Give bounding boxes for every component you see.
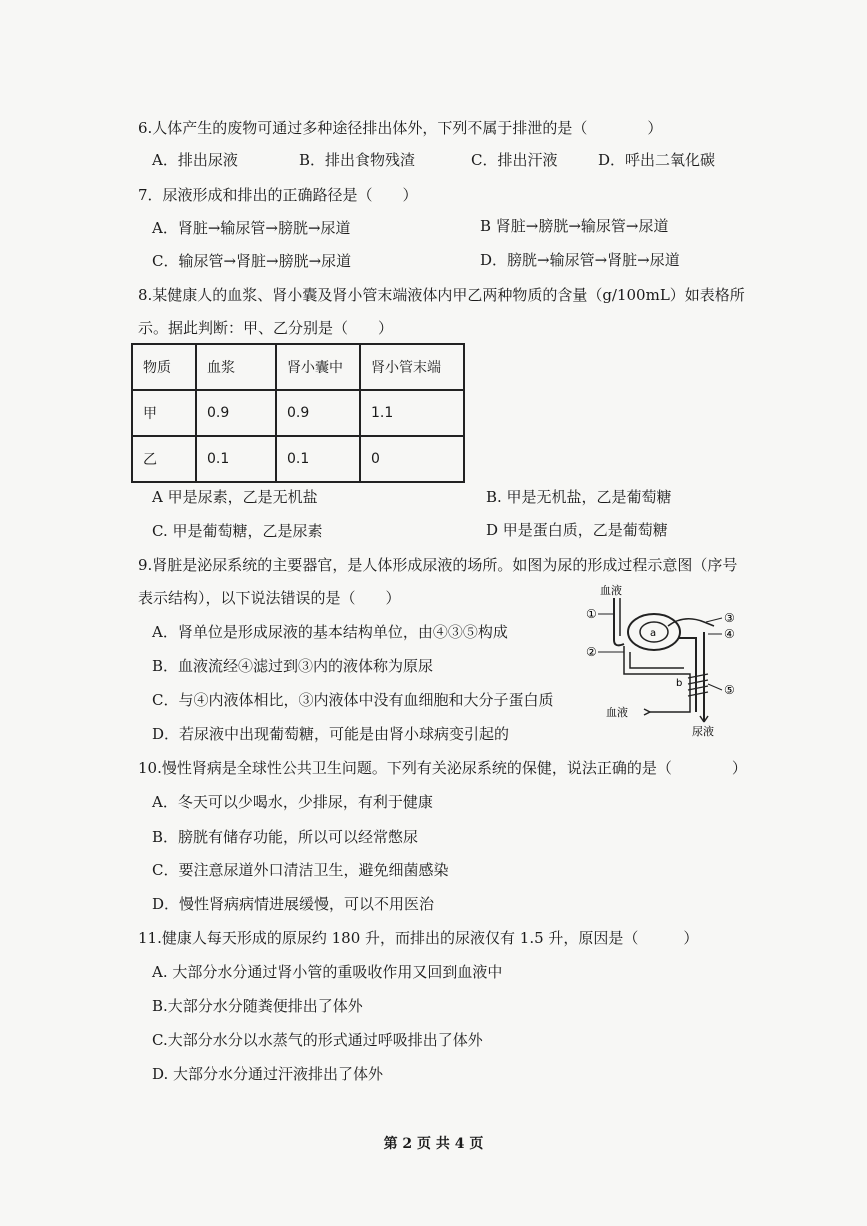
- table-cell: 0.1: [196, 436, 276, 482]
- table-row: [132, 436, 464, 482]
- diagram-marker-4: ④: [724, 627, 735, 641]
- q9-stem-line1: 9.肾脏是泌尿系统的主要器官，是人体形成尿液的场所。如图为尿的形成过程示意图（序号: [138, 556, 738, 574]
- q8-data-table: [131, 343, 465, 483]
- q10-option-d: D．慢性肾病病情进展缓慢，可以不用医治: [152, 895, 435, 913]
- q9-stem-line2: 表示结构），以下说法错误的是（ ）: [138, 589, 401, 607]
- q6-option-d: D．呼出二氧化碳: [598, 151, 716, 169]
- q8-stem-line2: 示。据此判断：甲、乙分别是（ ）: [138, 319, 394, 337]
- table-cell: 0.9: [196, 390, 276, 436]
- diagram-marker-3: ③: [724, 611, 735, 625]
- q9-option-d: D．若尿液中出现葡萄糖，可能是由肾小球病变引起的: [152, 725, 510, 743]
- table-row: [132, 390, 464, 436]
- table-cell: 乙: [132, 436, 196, 482]
- q7-option-a: A．肾脏→输尿管→膀胱→尿道: [152, 219, 351, 237]
- q9-option-c: C．与④内液体相比，③内液体中没有血细胞和大分子蛋白质: [152, 691, 554, 709]
- q11-option-b: B.大部分水分随粪便排出了体外: [152, 997, 363, 1015]
- diagram-letter-a: a: [650, 628, 657, 639]
- q10-option-a: A．冬天可以少喝水，少排尿，有利于健康: [152, 793, 433, 811]
- q7-option-c: C．输尿管→肾脏→膀胱→尿道: [152, 252, 352, 270]
- q11-option-a: A. 大部分水分通过肾小管的重吸收作用又回到血液中: [152, 963, 503, 981]
- table-header-cell: 血浆: [196, 344, 276, 390]
- nephron-diagram: [584, 582, 744, 738]
- diagram-label-urine: 尿液: [692, 725, 714, 738]
- q6-option-a: A．排出尿液: [152, 151, 238, 169]
- q8-option-b: B. 甲是无机盐，乙是葡萄糖: [486, 488, 672, 506]
- q11-stem: 11.健康人每天形成的原尿约 180 升，而排出的尿液仅有 1.5 升，原因是（ ）: [138, 929, 699, 947]
- q8-option-a: A 甲是尿素，乙是无机盐: [152, 488, 318, 506]
- table-header-cell: 物质: [132, 344, 196, 390]
- q9-option-b: B．血液流经④滤过到③内的液体称为原尿: [152, 657, 434, 675]
- page-footer: 第 2 页 共 4 页: [383, 1136, 484, 1152]
- q10-option-b: B．膀胱有储存功能，所以可以经常憋尿: [152, 828, 419, 846]
- diagram-letter-b: b: [676, 678, 683, 689]
- diagram-label-blood-out: 血液: [606, 706, 628, 719]
- table-header-row: [132, 344, 464, 390]
- diagram-marker-1: ①: [586, 607, 597, 621]
- q11-option-c: C.大部分水分以水蒸气的形式通过呼吸排出了体外: [152, 1031, 483, 1049]
- q7-stem: 7．尿液形成和排出的正确路径是（ ）: [138, 186, 418, 204]
- q8-stem-line1: 8.某健康人的血浆、肾小囊及肾小管末端液体内甲乙两种物质的含量（g/100mL）如表格所: [138, 286, 745, 304]
- q6-option-b: B．排出食物残渣: [299, 151, 416, 169]
- q6-stem: 6.人体产生的废物可通过多种途径排出体外，下列不属于排泄的是（ ）: [138, 119, 663, 137]
- q6-option-c: C．排出汗液: [471, 151, 558, 169]
- q11-option-d: D. 大部分水分通过汗液排出了体外: [152, 1065, 384, 1083]
- diagram-marker-5: ⑤: [724, 683, 735, 697]
- q7-option-d: D．膀胱→输尿管→肾脏→尿道: [480, 251, 680, 269]
- q9-option-a: A．肾单位是形成尿液的基本结构单位，由④③⑤构成: [152, 623, 508, 641]
- diagram-label-blood-in: 血液: [600, 584, 622, 597]
- table-header-cell: 肾小管末端: [360, 344, 464, 390]
- table-cell: 0.1: [276, 436, 360, 482]
- q10-option-c: C．要注意尿道外口清洁卫生，避免细菌感染: [152, 861, 449, 879]
- q8-option-c: C. 甲是葡萄糖，乙是尿素: [152, 522, 323, 540]
- q7-option-b: B 肾脏→膀胱→输尿管→尿道: [480, 217, 669, 235]
- table-header-cell: 肾小囊中: [276, 344, 360, 390]
- diagram-marker-2: ②: [586, 645, 597, 659]
- table-cell: 1.1: [360, 390, 464, 436]
- q8-option-d: D 甲是蛋白质，乙是葡萄糖: [486, 521, 668, 539]
- q10-stem: 10.慢性肾病是全球性公共卫生问题。下列有关泌尿系统的保健，说法正确的是（ ）: [138, 759, 747, 777]
- table-cell: 甲: [132, 390, 196, 436]
- table-cell: 0: [360, 436, 464, 482]
- table-cell: 0.9: [276, 390, 360, 436]
